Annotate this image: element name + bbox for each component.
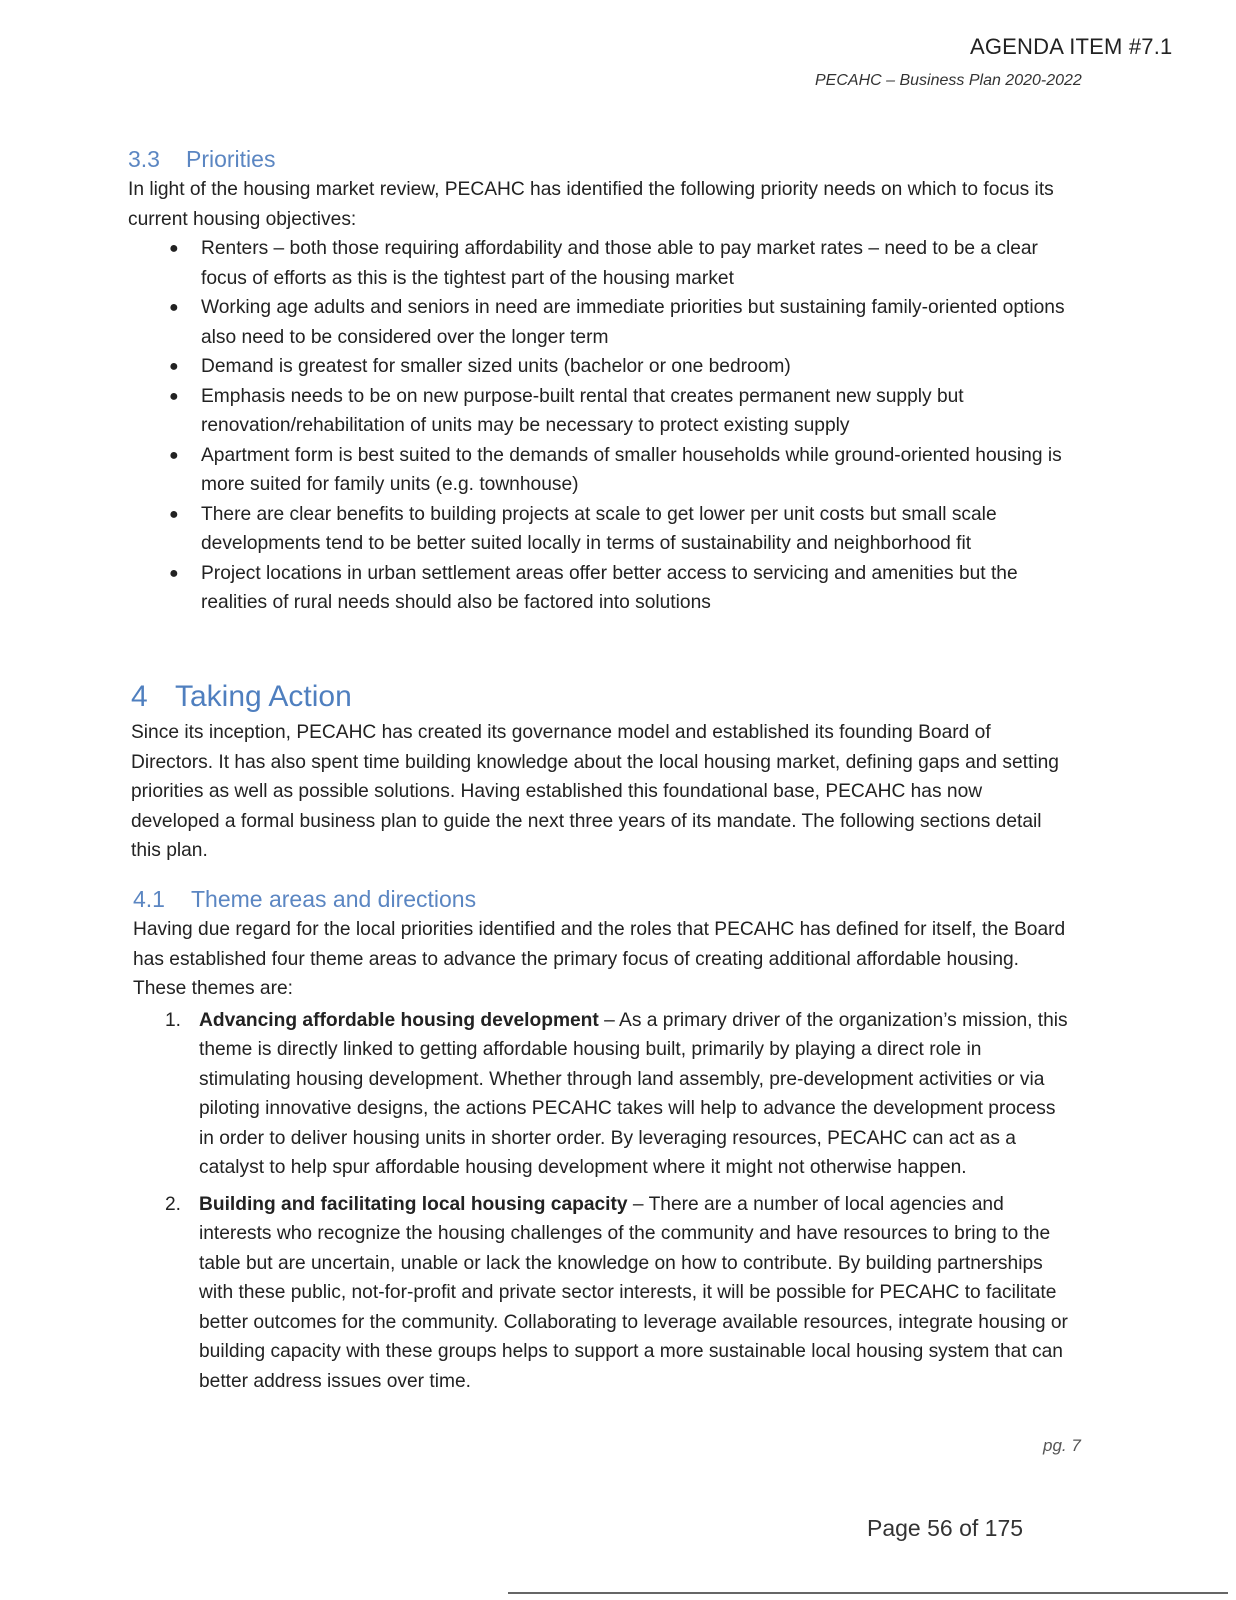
bullet-icon: ● xyxy=(169,564,179,582)
bottom-divider xyxy=(508,1592,1228,1594)
list-item-text: Apartment form is best suited to the demands of smaller households while ground-oriented housing is more suited for family units (e.g. townhouse) xyxy=(201,444,1062,495)
bullet-icon: ● xyxy=(169,299,179,316)
theme-text: – As a primary driver of the organization’s mission, this theme is directly linked to getting affordable housing built, primarily by playing a direct role in stimulating housing development. Whether through land assembly, pre-development activities or via piloting innovative designs, the actions PECAHC takes will help to advance the development process in order to deliver housing units in shorter order. By leveraging resources, PECAHC can act as a catalyst to help spur affordable housing development where it might not otherwise happen. xyxy=(199,1009,1068,1178)
list-number: 2. xyxy=(165,1193,182,1215)
section-4 xyxy=(131,680,1071,866)
list-item-text: There are clear benefits to building projects at scale to get lower per unit costs but small scale developments tend to be better suited locally in terms of sustainability and neighborhood fit xyxy=(201,503,997,554)
list-item xyxy=(128,500,1068,559)
bullet-icon: ● xyxy=(169,358,179,375)
section-3-3-intro: In light of the housing market review, PECAHC has identified the following priority needs on which to focus its current housing objectives: xyxy=(128,179,1054,230)
bullet-icon: ● xyxy=(169,387,179,405)
page-count-stamp: Page 56 of 175 xyxy=(867,1515,1024,1541)
theme-text: – There are a number of local agencies and interests who recognize the housing challenges of the community and have resources to bring to the table but are uncertain, unable or lack the knowledge on how to contribute. By building partnerships with these public, not-for-profit and private sector interests, it will be possible for PECAHC to facilitate better outcomes for the community. Collaborating to leverage available resources, integrate housing or building capacity with these groups helps to support a more sustainable local housing system that can better address issues over time. xyxy=(199,1193,1068,1392)
priority-list xyxy=(128,234,1068,618)
section-title: Priorities xyxy=(186,146,276,172)
list-item xyxy=(133,1190,1068,1397)
list-item-text: Project locations in urban settlement areas offer better access to servicing and amenities but the realities of rural needs should also be factored into solutions xyxy=(201,562,1018,613)
list-number: 1. xyxy=(165,1009,182,1031)
section-title: Theme areas and directions xyxy=(191,886,477,912)
section-number: 4.1 xyxy=(133,886,165,912)
list-item-text: Demand is greatest for smaller sized units (bachelor or one bedroom) xyxy=(201,356,791,377)
section-3-3 xyxy=(128,146,1068,618)
list-item xyxy=(128,293,1068,352)
section-4-body: Since its inception, PECAHC has created its governance model and established its founding Board of Directors. It has also spent time building knowledge about the local housing market, defining gaps and setting priorities as well as possible solutions. Having established this foundational base, PECAHC has now developed a formal business plan to guide the next three years of its mandate. The following sections detail this plan. xyxy=(131,722,1059,861)
section-title: Taking Action xyxy=(175,680,352,713)
list-item xyxy=(128,559,1068,618)
list-item-text: Renters – both those requiring affordability and those able to pay market rates – need to be a clear focus of efforts as this is the tightest part of the housing market xyxy=(201,238,1038,289)
list-item-text: Emphasis needs to be on new purpose-built rental that creates permanent new supply but renovation/rehabilitation of units may be necessary to protect existing supply xyxy=(201,385,964,436)
theme-title: Building and facilitating local housing capacity xyxy=(199,1193,628,1215)
theme-title: Advancing affordable housing development xyxy=(199,1009,599,1031)
list-item xyxy=(128,234,1068,293)
bullet-icon: ● xyxy=(169,446,179,464)
bullet-icon: ● xyxy=(169,240,179,257)
agenda-item-label: AGENDA ITEM #7.1 xyxy=(970,34,1173,59)
bullet-icon: ● xyxy=(169,505,179,523)
section-4-1-intro: Having due regard for the local priorities identified and the roles that PECAHC has defined for itself, the Board has established four theme areas to advance the primary focus of creating additional affordable housing. These themes are: xyxy=(133,919,1066,999)
plan-title: PECAHC – Business Plan 2020-2022 xyxy=(815,72,1082,89)
section-4-1-heading xyxy=(133,886,1068,913)
list-item-text: Working age adults and seniors in need are immediate priorities but sustaining family-oriented options also need to be considered over the longer term xyxy=(201,297,1065,348)
section-number: 4 xyxy=(131,680,148,713)
list-item xyxy=(128,352,1068,382)
list-item xyxy=(128,441,1068,500)
page-number-footer: pg. 7 xyxy=(1043,1436,1081,1455)
list-item xyxy=(133,1006,1068,1183)
section-4-heading xyxy=(131,680,1071,714)
list-item xyxy=(128,382,1068,441)
section-4-1 xyxy=(133,886,1068,1403)
section-3-3-heading xyxy=(128,146,1068,173)
theme-list xyxy=(133,1006,1068,1397)
section-number: 3.3 xyxy=(128,146,160,172)
